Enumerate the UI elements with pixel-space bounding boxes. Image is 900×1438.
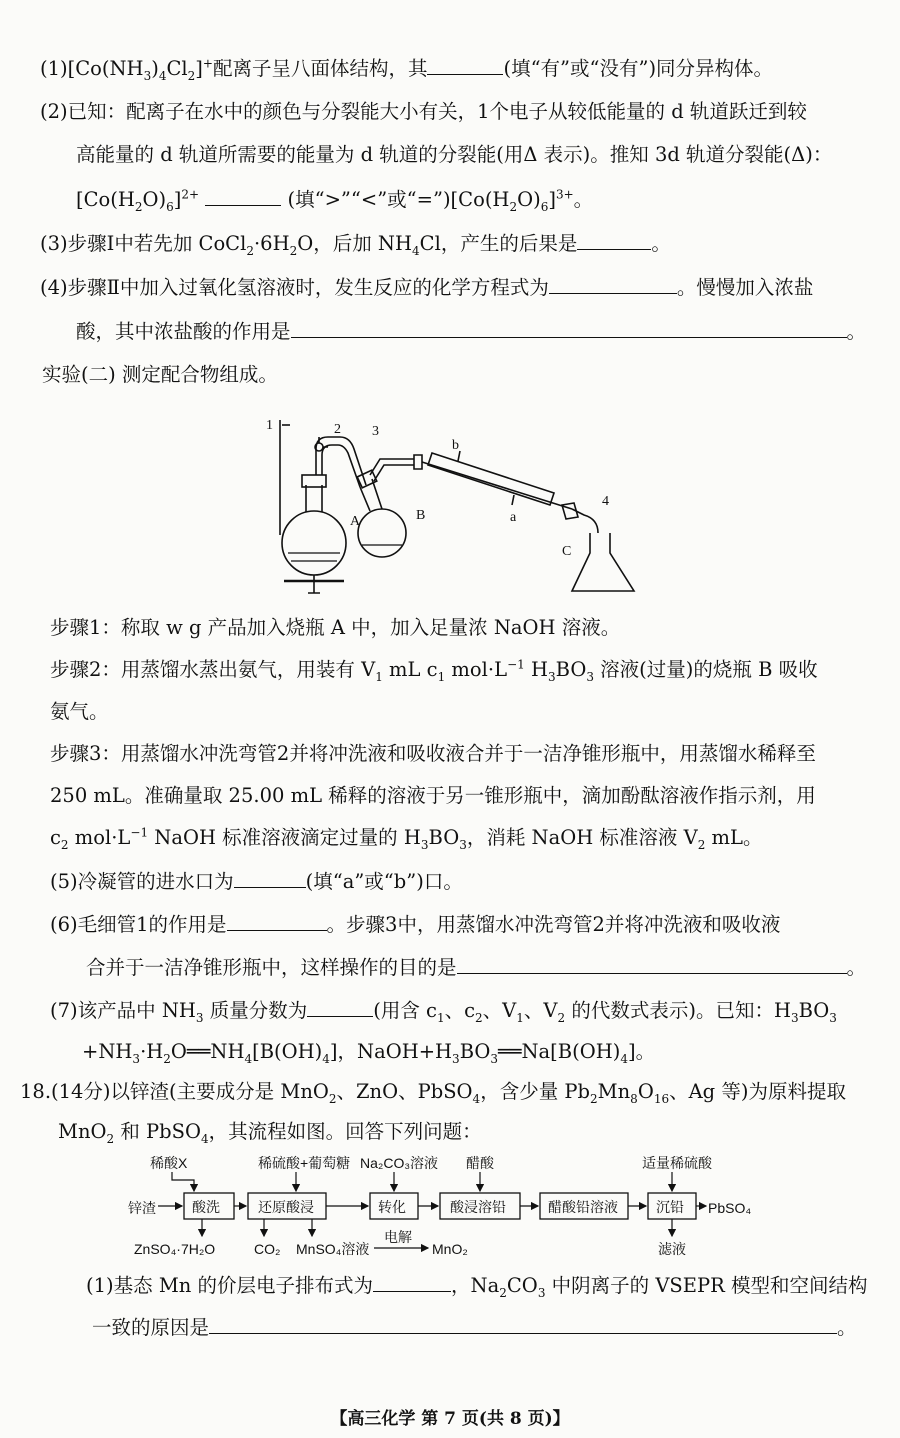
- electrolysis-label: 电解: [384, 1229, 412, 1245]
- text: 、Ag 等)为原料提取: [669, 1080, 846, 1103]
- sub: 4: [322, 1051, 330, 1066]
- sub: 8: [630, 1091, 638, 1106]
- flask-a-neck: [306, 485, 322, 512]
- question-17-5: [50, 867, 463, 896]
- text: 中阴离子的 VSEPR 模型和空间结构: [545, 1274, 868, 1297]
- input-h2so4: 适量稀硫酸: [642, 1155, 712, 1171]
- text: 、V: [523, 999, 558, 1022]
- sup: 2+: [181, 187, 200, 202]
- question-17-6-line2: [86, 953, 866, 982]
- sub: 3: [829, 1010, 837, 1025]
- question-17-4-line1: [40, 273, 813, 302]
- liquid-a: [288, 553, 340, 561]
- tube-3-inner: [374, 465, 414, 481]
- sub: 3: [195, 1010, 204, 1025]
- question-17-2-line3: [76, 185, 593, 214]
- text: 、V: [482, 999, 517, 1022]
- question-17-2-line2: 高能量的 d 轨道所需要的能量为 d 轨道的分裂能(用Δ 表示)。推知 3d 轨道分裂能(Δ)：: [76, 143, 833, 166]
- text: [B(OH): [252, 1040, 323, 1063]
- condenser-inlet-a: [512, 495, 514, 505]
- text: (1)基态 Mn 的价层电子排布式为: [86, 1274, 374, 1297]
- text: (填“a”或“b”)口。: [305, 870, 463, 893]
- arrow: [172, 1172, 194, 1191]
- sub: 4: [412, 243, 420, 258]
- answer-blank[interactable]: [457, 953, 847, 974]
- text: 。: [837, 1316, 857, 1339]
- sub: 2: [163, 1051, 171, 1066]
- label-B: B: [416, 508, 426, 523]
- text: (6)毛细管1的作用是: [50, 913, 227, 936]
- sub: 16: [653, 1091, 670, 1106]
- sub: 1: [516, 1010, 524, 1025]
- label-1: 1: [266, 418, 273, 433]
- answer-blank[interactable]: [291, 317, 847, 338]
- text: (填“>”“<”或“=”)[Co(H: [287, 188, 510, 211]
- sub: 2: [328, 1091, 337, 1106]
- sub: 3: [420, 837, 429, 852]
- apparatus-figure: [262, 415, 642, 600]
- text: O: [637, 1080, 654, 1103]
- sub: 2: [475, 1010, 483, 1025]
- distillation-apparatus-diagram: [262, 415, 642, 600]
- text: (填“有”或“没有”)同分异构体。: [503, 57, 774, 80]
- question-17-4-line2: [76, 317, 866, 346]
- label-4: 4: [602, 494, 609, 509]
- sub: 2: [246, 243, 254, 258]
- flowchart-diagram: [128, 1152, 768, 1264]
- text: 。慢慢加入浓盐: [676, 276, 814, 299]
- text: BO: [798, 999, 830, 1022]
- sup: 3+: [555, 187, 574, 202]
- flask-c-icon: [572, 533, 634, 591]
- answer-blank[interactable]: [427, 54, 503, 75]
- text: ，消耗 NaOH 标准溶液 V: [466, 826, 698, 849]
- question-17-6-line1: [50, 910, 780, 939]
- answer-blank[interactable]: [227, 910, 327, 931]
- sub: 4: [620, 1051, 628, 1066]
- text: [Co(H: [76, 188, 135, 211]
- sub: 2: [187, 68, 196, 83]
- text: O): [517, 188, 541, 211]
- text: MnO: [58, 1120, 107, 1143]
- box-acid-leach-lead-label: 酸浸溶铅: [450, 1199, 506, 1215]
- text: mol·L: [445, 658, 508, 681]
- answer-blank[interactable]: [307, 996, 373, 1017]
- sub: 3: [132, 1051, 141, 1066]
- sub: 1: [437, 669, 446, 684]
- text: 步骤2：用蒸馏水蒸出氨气，用装有 V: [50, 658, 376, 681]
- step-2-line1: [50, 656, 818, 684]
- sub: 2: [106, 1131, 115, 1146]
- label-3: 3: [372, 424, 379, 439]
- question-17-1: [40, 54, 773, 83]
- flask-a-icon: [282, 511, 346, 575]
- text: 、ZnO、PbSO: [336, 1080, 473, 1103]
- label-2: 2: [334, 422, 341, 437]
- question-18-line2: [58, 1118, 482, 1146]
- text: CO: [506, 1274, 538, 1297]
- answer-blank[interactable]: [209, 1313, 837, 1334]
- text: mL。: [705, 826, 763, 849]
- question-18-line1: [20, 1078, 846, 1106]
- text: BO: [555, 658, 587, 681]
- sub: 2: [134, 199, 143, 214]
- text: 18.(14分)以锌渣(主要成分是 MnO: [20, 1080, 329, 1103]
- answer-blank[interactable]: [205, 185, 281, 206]
- step-1: 步骤1：称取 w g 产品加入烧瓶 A 中，加入足量浓 NaOH 溶液。: [50, 616, 621, 639]
- box-lead-acetate-label: 醋酸铅溶液: [548, 1199, 618, 1215]
- text: 。: [846, 956, 867, 979]
- sub: 2: [60, 837, 69, 852]
- sub: 4: [158, 68, 167, 83]
- output-filtrate: 滤液: [658, 1241, 686, 1257]
- step-2-line2: 氨气。: [50, 700, 109, 723]
- text: 酸，其中浓盐酸的作用是: [76, 320, 291, 343]
- text: H: [524, 658, 548, 681]
- input-acetic-acid: 醋酸: [466, 1155, 494, 1171]
- sub: 3: [459, 837, 467, 852]
- sub: 2: [697, 837, 706, 852]
- text: (7)该产品中 NH: [50, 999, 196, 1022]
- text: +NH: [82, 1040, 133, 1063]
- text: Cl: [166, 57, 188, 80]
- product-pbso4: PbSO₄: [708, 1200, 752, 1216]
- text: BO: [459, 1040, 491, 1063]
- experiment-2-title: 实验(二) 测定配合物组成。: [42, 363, 278, 386]
- sup: −1: [507, 657, 525, 672]
- label-b: b: [452, 438, 459, 453]
- sub: 2: [557, 1010, 566, 1025]
- text: ══Na[B(OH): [498, 1040, 621, 1063]
- question-17-7-line1: [50, 996, 837, 1025]
- answer-blank[interactable]: [577, 229, 651, 250]
- adapter-tube-4: [572, 509, 598, 533]
- text: 和 PbSO: [114, 1120, 202, 1143]
- bent-tube-2: [316, 437, 366, 485]
- input-na2co3: Na₂CO₃溶液: [360, 1155, 439, 1171]
- output-mno2: MnO₂: [432, 1241, 468, 1257]
- text: BO: [428, 826, 460, 849]
- label-C: C: [562, 544, 572, 559]
- sub: 1: [436, 1010, 445, 1025]
- page-footer: 【高三化学 第 7 页(共 8 页)】: [330, 1409, 570, 1429]
- box-reduction-leach-label: 还原酸浸: [258, 1199, 314, 1215]
- text: 。步骤3中，用蒸馏水冲洗弯管2并将冲洗液和吸收液: [326, 913, 781, 936]
- text: (用含 c: [373, 999, 437, 1022]
- sub: 3: [452, 1051, 460, 1066]
- text: mL c: [382, 658, 438, 681]
- text: c: [50, 826, 61, 849]
- text: Mn: [597, 1080, 631, 1103]
- input-dilute-acid-x: 稀酸X: [150, 1155, 188, 1171]
- text: ): [151, 57, 159, 80]
- text: ]，NaOH+H: [329, 1040, 453, 1063]
- output-mnso4: MnSO₄溶液: [296, 1241, 370, 1257]
- sub: 3: [537, 1285, 546, 1300]
- flask-b-icon: [358, 509, 406, 557]
- sub: 2: [509, 199, 518, 214]
- sup: +: [202, 56, 213, 71]
- answer-blank[interactable]: [373, 1271, 451, 1292]
- output-znso4: ZnSO₄·7H₂O: [134, 1241, 216, 1257]
- box-acid-wash-label: 酸洗: [192, 1199, 220, 1215]
- sub: 2: [289, 243, 298, 258]
- text: ]: [195, 57, 203, 80]
- sub: 3: [547, 669, 556, 684]
- sub: 1: [375, 669, 383, 684]
- step-3-line1: 步骤3：用蒸馏水冲洗弯管2并将冲洗液和吸收液合并于一洁净锥形瓶中，用蒸馏水稀释至: [50, 742, 816, 765]
- sub: 6: [540, 199, 549, 214]
- text: ·6H: [253, 232, 290, 255]
- text: ，含少量 Pb: [480, 1080, 590, 1103]
- sub: 2: [590, 1091, 598, 1106]
- question-17-7-line2: [82, 1038, 655, 1066]
- start-zinc-slag: 锌渣: [128, 1200, 156, 1216]
- sub: 2: [499, 1285, 507, 1300]
- sub: 4: [244, 1051, 253, 1066]
- condenser-stopper-left: [414, 455, 422, 469]
- output-co2: CO₂: [254, 1241, 281, 1257]
- process-flowchart: [128, 1152, 768, 1264]
- text: ]: [548, 188, 556, 211]
- text: 。: [846, 320, 867, 343]
- text: O，后加 NH: [297, 232, 413, 255]
- text: Cl，产生的后果是: [419, 232, 578, 255]
- sub: 3: [143, 68, 152, 83]
- text: (3)步骤Ⅰ中若先加 CoCl: [40, 232, 247, 255]
- label-A: A: [350, 514, 361, 529]
- label-a: a: [510, 510, 517, 525]
- text: 质量分数为: [203, 999, 308, 1022]
- question-17-3: [40, 229, 671, 258]
- sup: −1: [130, 825, 149, 840]
- text: 合并于一洁净锥形瓶中，这样操作的目的是: [86, 956, 457, 979]
- text: NaOH 标准溶液滴定过量的 H: [148, 826, 421, 849]
- step-3-line2: 250 mL。准确量取 25.00 mL 稀释的溶液于另一锥形瓶中，滴加酚酞溶液作指示剂，用: [50, 784, 816, 807]
- sub: 4: [201, 1131, 209, 1146]
- text: ]。: [627, 1040, 656, 1063]
- text: (5)冷凝管的进水口为: [50, 870, 234, 893]
- sub: 6: [166, 199, 174, 214]
- text: 的代数式表示)。已知：H: [565, 999, 791, 1022]
- sub: 3: [490, 1051, 499, 1066]
- box-conversion-label: 转化: [378, 1199, 406, 1215]
- input-h2so4-glucose: 稀硫酸+葡萄糖: [258, 1155, 351, 1171]
- heater-stand: [308, 575, 320, 593]
- question-18-1-line1: [86, 1271, 868, 1300]
- text: 。: [573, 188, 594, 211]
- tube-3: [370, 459, 414, 475]
- text: 。: [651, 232, 671, 255]
- text: ·H: [140, 1040, 164, 1063]
- box-precipitate-lead-label: 沉铅: [656, 1199, 684, 1215]
- answer-blank[interactable]: [234, 867, 306, 888]
- text: O): [142, 188, 167, 211]
- answer-blank[interactable]: [549, 273, 677, 294]
- text: 配离子呈八面体结构，其: [212, 57, 428, 80]
- text: (1)[Co(NH: [40, 57, 144, 80]
- text: ，Na: [451, 1274, 500, 1297]
- sub: 3: [790, 1010, 799, 1025]
- text: ]: [173, 188, 182, 211]
- sub: 3: [586, 669, 594, 684]
- text: 溶液(过量)的烧瓶 B 吸收: [593, 658, 818, 681]
- step-3-line3: [50, 824, 762, 852]
- text: 、c: [444, 999, 476, 1022]
- condenser-inner-tube: [422, 462, 572, 509]
- text: ，其流程如图。回答下列问题：: [208, 1120, 482, 1143]
- sub: 4: [472, 1091, 481, 1106]
- question-17-2-line1: (2)已知：配离子在水中的颜色与分裂能大小有关，1个电子从较低能量的 d 轨道跃迁到较: [40, 100, 807, 123]
- text: O══NH: [170, 1040, 245, 1063]
- question-18-1-line2: [92, 1313, 857, 1342]
- text: 一致的原因是: [92, 1316, 210, 1339]
- text: (4)步骤Ⅱ中加入过氧化氢溶液时，发生反应的化学方程式为: [40, 276, 549, 299]
- text: mol·L: [68, 826, 131, 849]
